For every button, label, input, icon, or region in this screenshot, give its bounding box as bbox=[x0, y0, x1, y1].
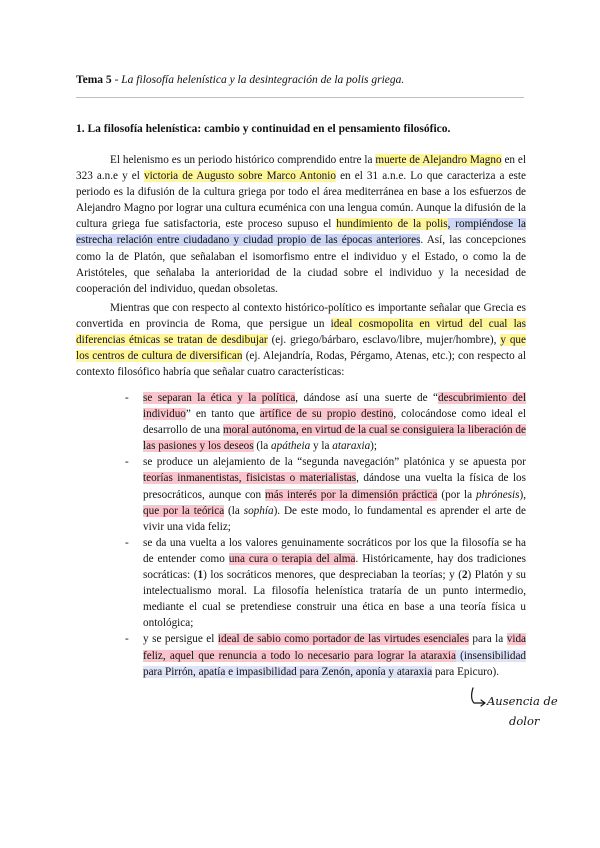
list-item-text: , dándose así una suerte de “ bbox=[295, 392, 438, 404]
list-item-highlight: ataraxia bbox=[396, 665, 433, 678]
list-item-text: (por la bbox=[437, 488, 476, 501]
list-item-text: , colocándose como ideal el desarrollo de una bbox=[143, 408, 526, 437]
list-item-text: ). De este modo, lo fundamental es aprender el arte de vivir una vida feliz; bbox=[143, 504, 526, 533]
list-item-highlight: moral autónoma, en virtud de la cual se consiguiera la liberación de las pasiones y los deseos bbox=[143, 424, 526, 453]
list-item bbox=[76, 390, 526, 454]
p2-text: (ej. griego/bárbaro, esclavo/libre, mujer/hombre), bbox=[267, 334, 501, 347]
list-item-text: apátheia bbox=[271, 440, 311, 453]
list-item-text: sophía bbox=[243, 504, 274, 517]
p1-text: en el 31 a.n.e. Lo que caracteriza a este periodo es la difusión de la cultura griega por todo el área mediterránea en base a los esfuerzos de Alejandro Magno por lograr una cultura ecuménica con una lengua común. Aunque la difusión de la cultura griega fue satisfactoria, este proceso supuso el bbox=[76, 170, 526, 231]
annotation-line-2: dolor bbox=[509, 714, 540, 728]
annotation-line-1: Ausencia de bbox=[487, 694, 558, 708]
list-item-highlight: que por la teórica bbox=[143, 504, 225, 517]
list-item-text: (la bbox=[224, 504, 244, 517]
list-item-text: , dándose una vuelta la física de los presocráticos, aunque con bbox=[143, 472, 526, 501]
page-header bbox=[76, 72, 526, 88]
list-item-highlight: una cura o terapia del alma bbox=[228, 552, 356, 565]
list-item-highlight: se separan la ética y la política bbox=[143, 392, 296, 404]
p1-highlight: muerte de Alejandro Magno bbox=[375, 154, 502, 166]
topic-separator: - bbox=[111, 74, 122, 86]
list-item bbox=[76, 535, 526, 632]
topic-label: Tema 5 bbox=[76, 74, 112, 86]
list-item-text: para la bbox=[468, 633, 507, 646]
list-item-highlight: teorías inmanentistas, fisicistas o materialistas bbox=[143, 472, 357, 485]
list-item-text: . Históricamente, hay dos tradiciones socráticas: ( bbox=[143, 552, 526, 582]
list-bullet: - bbox=[125, 456, 129, 469]
paragraph-2 bbox=[76, 300, 526, 380]
list-item bbox=[76, 631, 526, 679]
topic-title: La filosofía helenística y la desintegración de la polis griega. bbox=[121, 74, 405, 86]
list-bullet: - bbox=[125, 392, 129, 404]
p2-text: Mientras que con respecto al contexto histórico-político es importante señalar que Grecia es convertida en provincia de Roma, que persigue un bbox=[76, 302, 526, 331]
list-item-text: 1 bbox=[197, 569, 204, 582]
p2-highlight: ideal cosmopolita en virtud del cual las diferencias étnicas se tratan de desdibujar bbox=[76, 318, 526, 347]
list-item-highlight: más interés por la dimensión práctica bbox=[265, 488, 438, 501]
list-item-text: para Epicuro). bbox=[432, 665, 499, 678]
list-item-highlight: ideal de sabio como portador de las virtudes esenciales bbox=[217, 633, 469, 646]
list-bullet: - bbox=[125, 536, 129, 549]
p1-highlight: victoria de Augusto sobre Marco Antonio bbox=[143, 170, 336, 183]
list-item-text: y la bbox=[310, 440, 333, 453]
list-item-text: ); bbox=[370, 440, 378, 453]
list-item-text: y se persigue el bbox=[143, 633, 218, 646]
list-item bbox=[76, 454, 526, 534]
p2-text: (ej. Alejandría, Rodas, Pérgamo, Atenas, etc.); con respecto al contexto filosófico habría que señalar cuatro características: bbox=[76, 350, 526, 379]
list-item-text: ” en tanto que bbox=[185, 408, 260, 421]
list-item-text: ), bbox=[519, 488, 527, 501]
list-bullet: - bbox=[125, 633, 129, 646]
list-item-highlight: descubrimiento del individuo bbox=[143, 392, 527, 421]
list-item-text: (la bbox=[253, 440, 272, 453]
list-item-text: ) Platón y su intelectualismo moral. La filosofía helenística trataría de un punto intermedio, mediante el cual se pretendiese construir una ética en base a una teoría física u ontológica; bbox=[143, 569, 527, 630]
list-item-text: ataraxia bbox=[332, 440, 371, 453]
list-item-highlight: (insensibilidad para Pirrón, apatía e impasibilidad para Zenón, aponía y bbox=[143, 649, 527, 678]
list-item-text: se da una vuelta a los valores genuinamente socráticos por los que la filosofía se ha de entender como bbox=[143, 536, 526, 565]
section-title: 1. La filosofía helenística: cambio y continuidad en el pensamiento filosófico. bbox=[76, 123, 451, 135]
paragraph-1 bbox=[76, 152, 526, 297]
p1-text: en el 323 a.n.e y el bbox=[76, 154, 526, 183]
p1-highlight: hundimiento de la polis bbox=[336, 218, 448, 231]
characteristics-list bbox=[76, 390, 526, 680]
handwritten-annotation bbox=[466, 684, 576, 730]
list-item-text: ) los socráticos menores, que despreciaban la teorías; y ( bbox=[203, 569, 462, 582]
list-item-text: phrónesis bbox=[475, 488, 520, 501]
p1-text: . Así, las concepciones como la de Platón, que señalaban el isomorfismo entre el individuo y el Estado, o como la de Aristóteles, que señalaba la anterioridad de la ciudad sobre el individuo y la necesidad de cooperación del individuo, quedan obsoletas. bbox=[76, 234, 527, 295]
list-item-highlight: artífice de su propio destino bbox=[259, 408, 394, 421]
list-item-highlight: vida feliz, aquel que renuncia a todo lo necesario para lograr la ataraxia bbox=[143, 633, 527, 662]
p2-highlight: y que los centros de cultura de diversifican bbox=[76, 334, 526, 363]
p1-highlight: , rompiéndose la estrecha relación entre ciudadano y ciudad propio de las épocas anteriores bbox=[76, 218, 526, 247]
header-divider bbox=[76, 97, 524, 98]
list-item-text: se produce un alejamiento de la “segunda navegación” platónica y se apuesta por bbox=[143, 456, 526, 469]
p1-text: El helenismo es un periodo histórico comprendido entre la bbox=[110, 154, 376, 166]
list-item-text: 2 bbox=[461, 569, 468, 582]
